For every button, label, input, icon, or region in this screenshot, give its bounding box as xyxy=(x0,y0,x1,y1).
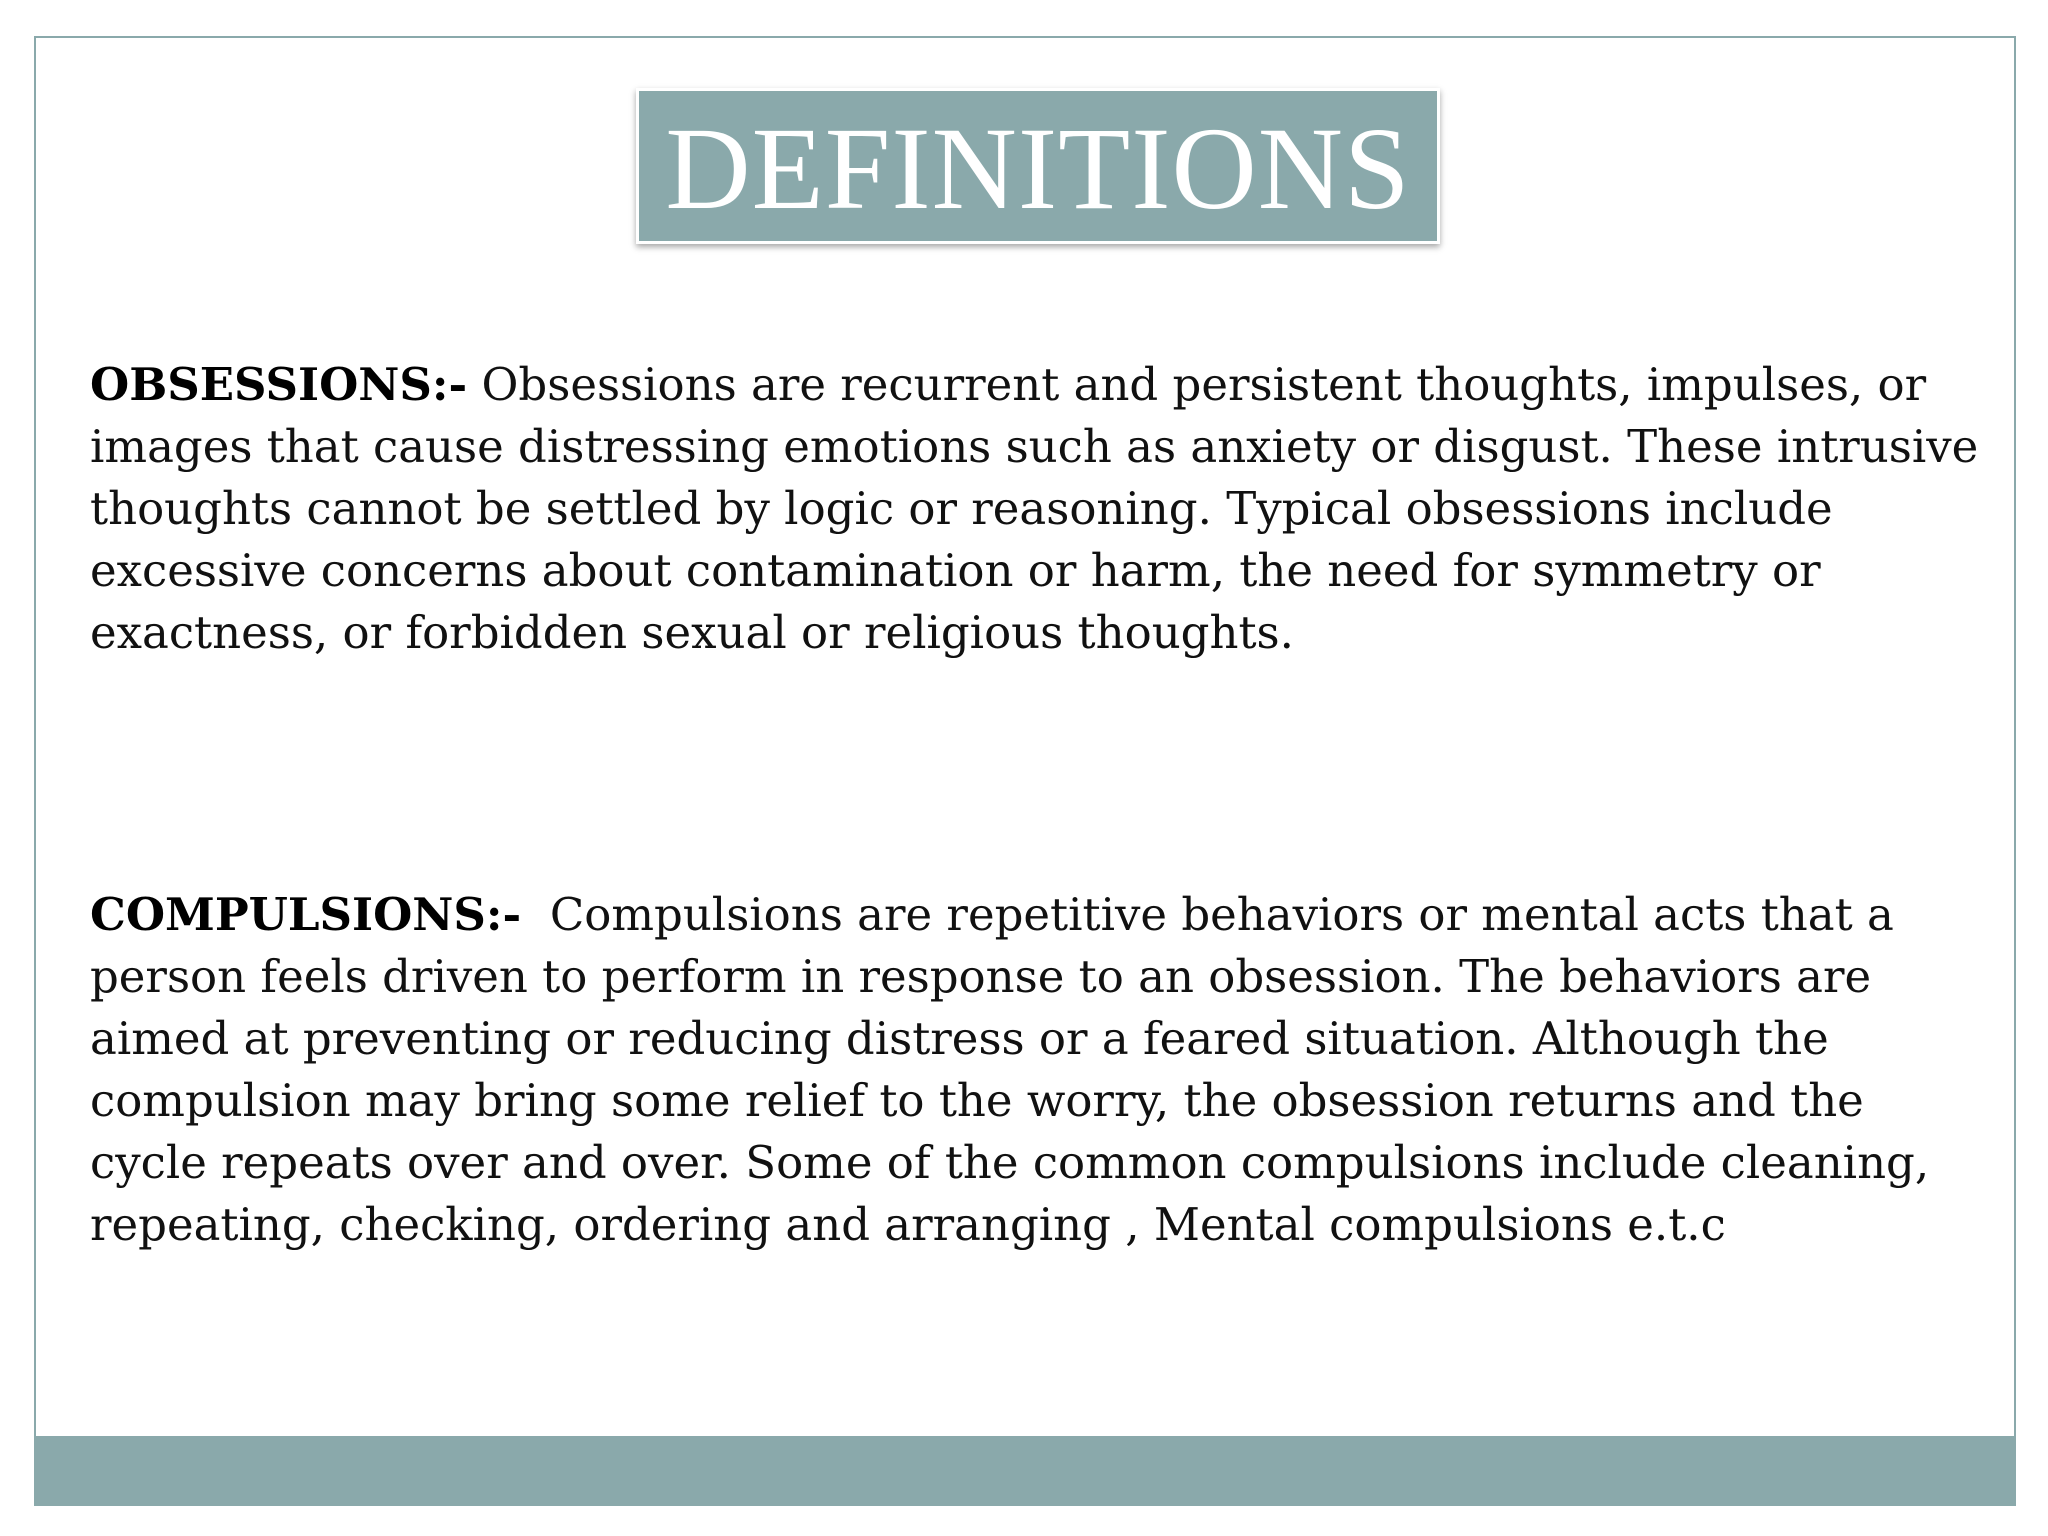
slide-frame xyxy=(34,36,2016,1504)
definition-text: Compulsions are repetitive behaviors or mental acts that a person feels driven to perform in response to an obsession. The behaviors are aimed at preventing or reducing distress or a feared situation. Although the compulsion may bring some relief to the worry, the obsession returns and the cycle repeats over and over. Some of the common compulsions include cleaning, repeating, checking, ordering and arranging , Mental compulsions e.t.c xyxy=(90,888,1944,1251)
definition-term: COMPULSIONS:- xyxy=(90,888,522,941)
definition-text: Obsessions are recurrent and persistent thoughts, impulses, or images that cause distressing emotions such as anxiety or disgust. These intrusive thoughts cannot be settled by logic or reasoning. Typical obsessions include excessive concerns about contamination or harm, the need for symmetry or exactness, or forbidden sexual or religious thoughts. xyxy=(90,358,1993,659)
definition-obsessions xyxy=(90,354,1993,664)
slide-title: DEFINITIONS xyxy=(665,103,1411,234)
definition-term: OBSESSIONS:- xyxy=(90,358,468,411)
title-banner xyxy=(636,88,1440,244)
footer-bar xyxy=(34,1436,2016,1506)
definition-compulsions xyxy=(90,884,1990,1256)
